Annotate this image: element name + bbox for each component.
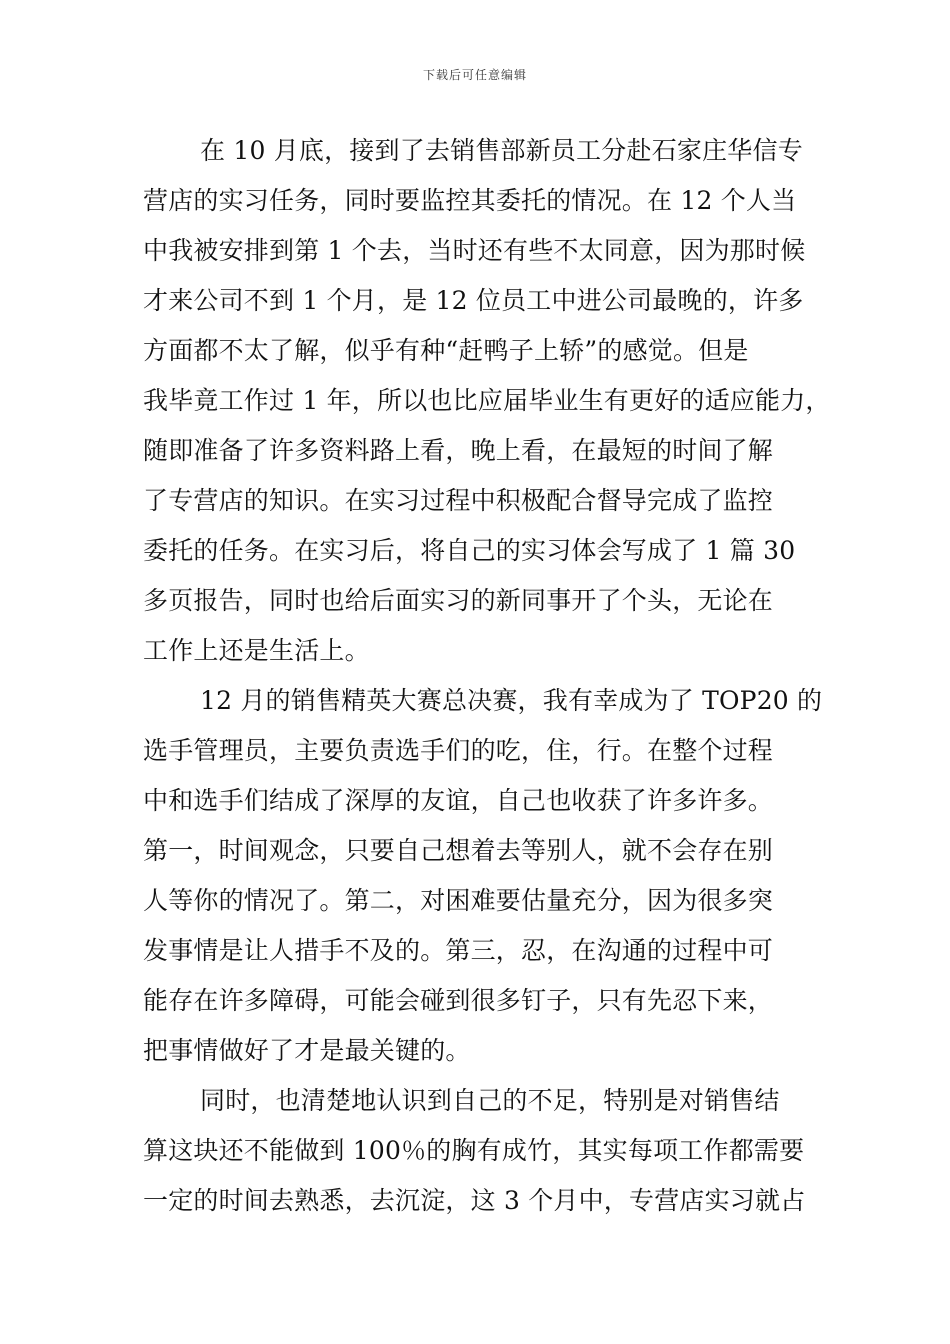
- text-line: 在 10 月底，接到了去销售部新员工分赴石家庄华信专: [200, 136, 803, 165]
- text-line: 多页报告，同时也给后面实习的新同事开了个头，无论在: [143, 586, 774, 615]
- text-line: 方面都不太了解，似乎有种“赶鸭子上轿”的感觉。但是: [143, 336, 749, 365]
- text-line: 算这块还不能做到 100％的胸有成竹，其实每项工作都需要: [143, 1136, 805, 1165]
- text-line: 工作上还是生活上。: [143, 636, 370, 665]
- text-line: 委托的任务。在实习后，将自己的实习体会写成了 1 篇 30: [143, 536, 796, 565]
- text-line: 人等你的情况了。第二，对困难要估量充分，因为很多突: [143, 886, 774, 915]
- text-line: 把事情做好了才是最关键的。: [143, 1036, 471, 1065]
- text-line: 发事情是让人措手不及的。第三，忍，在沟通的过程中可: [143, 936, 774, 965]
- text-line: 了专营店的知识。在实习过程中积极配合督导完成了监控: [143, 486, 774, 515]
- text-line: 选手管理员，主要负责选手们的吃，住，行。在整个过程: [143, 736, 774, 765]
- paragraph-2: [143, 676, 833, 1076]
- text-line: 第一，时间观念，只要自己想着去等别人，就不会存在别: [143, 836, 774, 865]
- text-line: 12 月的销售精英大赛总决赛，我有幸成为了 TOP20 的: [200, 686, 823, 715]
- text-line: 一定的时间去熟悉，去沉淀，这 3 个月中，专营店实习就占: [143, 1186, 806, 1215]
- paragraph-1: [143, 126, 833, 676]
- text-line: 我毕竟工作过 1 年，所以也比应届毕业生有更好的适应能力，: [143, 386, 831, 415]
- text-line: 才来公司不到 1 个月，是 12 位员工中进公司最晚的，许多: [143, 286, 804, 315]
- paragraph-3: [143, 1076, 833, 1226]
- text-line: 能存在许多障碍，可能会碰到很多钉子，只有先忍下来，: [143, 986, 774, 1015]
- page-header: 下载后可任意编辑: [422, 68, 527, 82]
- document-body: [143, 126, 833, 1226]
- text-line: 营店的实习任务，同时要监控其委托的情况。在 12 个人当: [143, 186, 797, 215]
- text-line: 中和选手们结成了深厚的友谊，自己也收获了许多许多。: [143, 786, 774, 815]
- text-line: 随即准备了许多资料路上看，晚上看，在最短的时间了解: [143, 436, 774, 465]
- text-line: 中我被安排到第 1 个去，当时还有些不太同意，因为那时候: [143, 236, 806, 265]
- text-line: 同时，也清楚地认识到自己的不足，特别是对销售结: [200, 1086, 780, 1115]
